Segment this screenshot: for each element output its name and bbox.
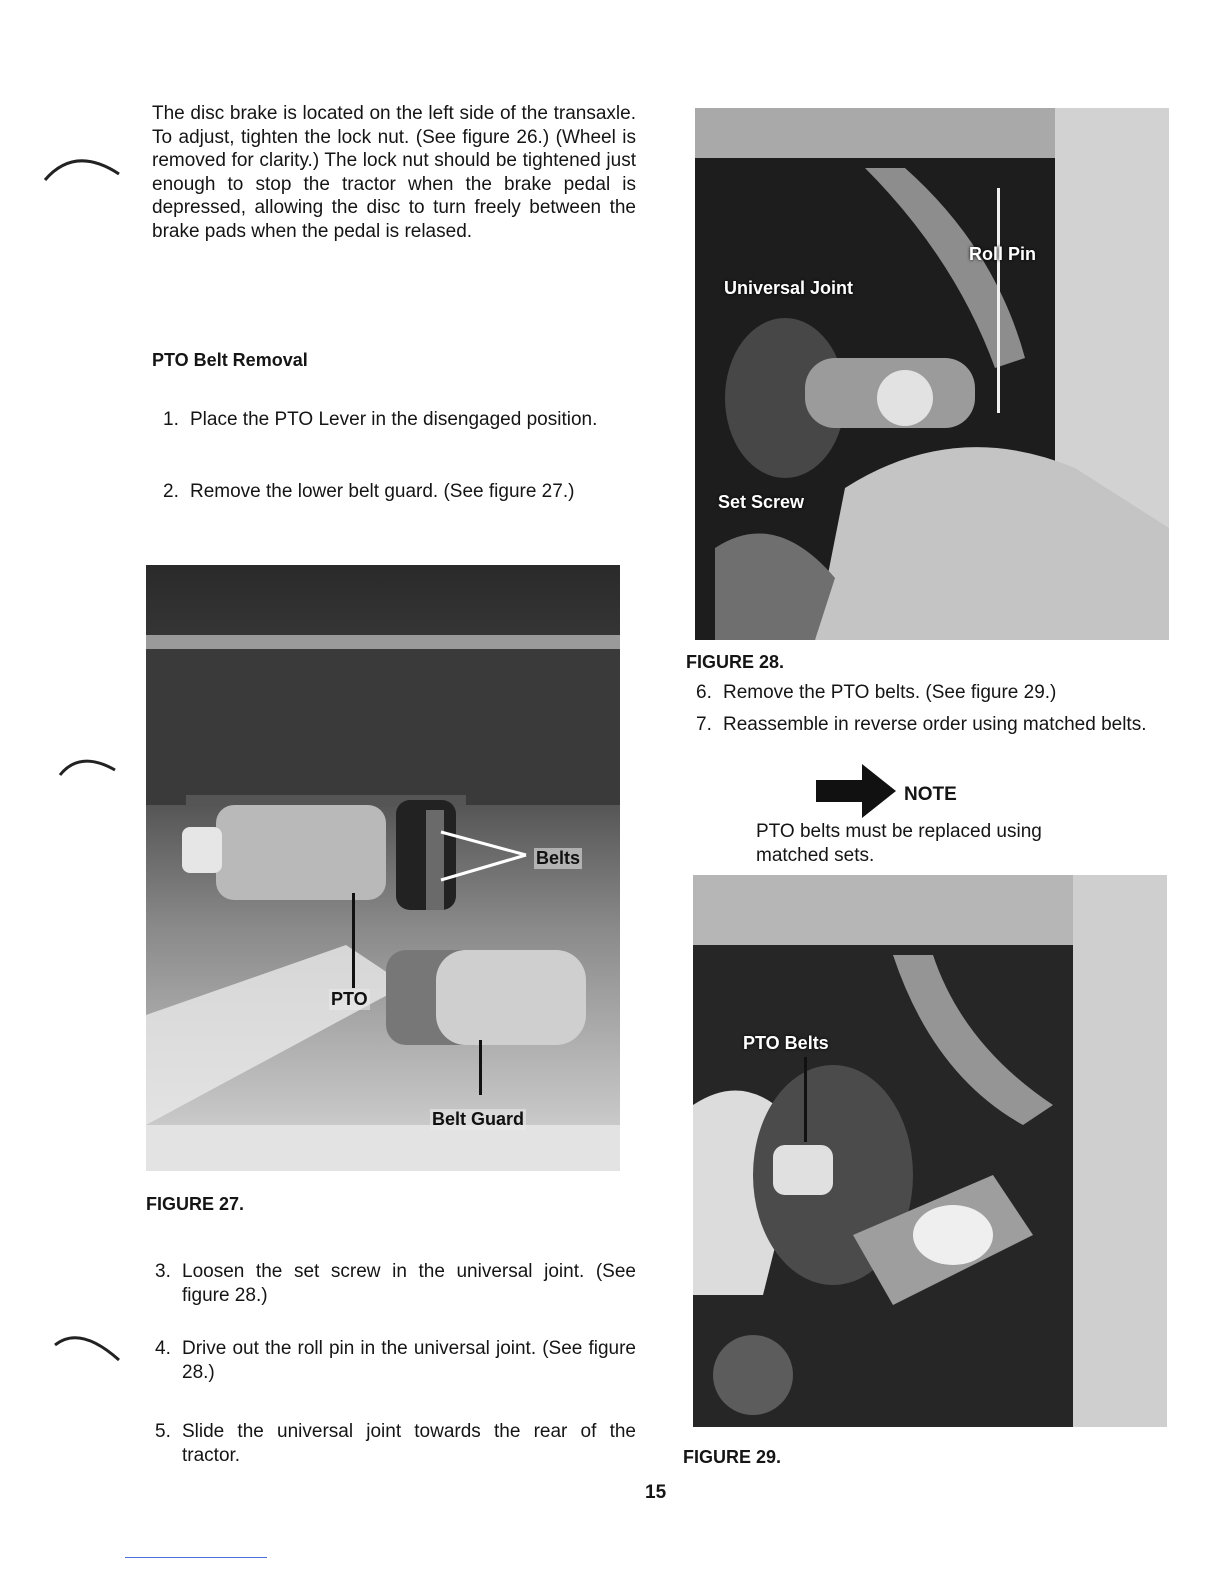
label-belt-guard: Belt Guard [432,1109,525,1129]
step-4 [155,1337,636,1384]
margin-binding-marks [35,150,125,1380]
step-7 [696,713,1168,737]
figure-29-caption: FIGURE 29. [683,1447,782,1467]
step-text: Remove the lower belt guard. (See figure 27.) [190,481,575,502]
step-number: 4. [155,1338,171,1359]
belt-guard-pointer-line [479,1040,482,1095]
step-6 [696,681,1168,705]
bottom-rule [125,1557,267,1558]
label-set-screw: Set Screw [718,492,805,512]
pto-pointer-line [352,893,355,988]
roll-pin-pointer-line [997,188,1000,413]
step-number: 6. [696,682,712,703]
note-title: NOTE [904,784,957,805]
page-number: 15 [645,1482,667,1503]
label-universal-joint: Universal Joint [724,278,854,298]
arrow-right-icon [816,764,896,818]
figure-29-photo [693,875,1167,1427]
label-pto-belts: PTO Belts [743,1033,829,1053]
step-text: Drive out the roll pin in the universal joint. (See figure 28.) [182,1338,636,1383]
label-belts: Belts [536,848,581,868]
step-number: 7. [696,714,712,735]
figure-28-illustration [695,108,1169,640]
step-2 [163,480,636,504]
step-text: Remove the PTO belts. (See figure 29.) [723,682,1057,703]
belts-pointer-lines [426,820,536,890]
step-number: 2. [163,481,179,502]
pto-belts-pointer-line [804,1057,807,1142]
label-pto: PTO [331,989,368,1009]
intro-paragraph: The disc brake is located on the left side of the transaxle. To adjust, tighten the lock nut. (See figure 26.) (Wheel is removed for clarity.) The lock nut should be tightened just enough to stop the tractor when the brake pedal is depressed, allowing the disc to turn freely between the brake pads when the pedal is relased. [152,103,636,242]
step-text: Slide the universal joint towards the rear of the tractor. [182,1421,636,1466]
step-text: Loosen the set screw in the universal joint. (See figure 28.) [182,1261,636,1306]
figure-27-photo [146,565,620,1171]
section-title: PTO Belt Removal [152,350,308,370]
step-number: 1. [163,409,179,430]
step-number: 5. [155,1421,171,1442]
figure-27-caption: FIGURE 27. [146,1194,245,1214]
note-text: PTO belts must be replaced using matched sets. [756,821,1042,866]
figure-28-caption: FIGURE 28. [686,652,785,672]
step-text: Reassemble in reverse order using matched belts. [723,714,1147,735]
step-5 [155,1420,636,1467]
figure-28-photo [695,108,1169,640]
label-roll-pin: Roll Pin [969,244,1036,264]
step-1 [163,408,636,432]
step-number: 3. [155,1261,171,1282]
figure-29-illustration [693,875,1167,1427]
step-text: Place the PTO Lever in the disengaged position. [190,409,598,430]
step-3 [155,1260,636,1307]
